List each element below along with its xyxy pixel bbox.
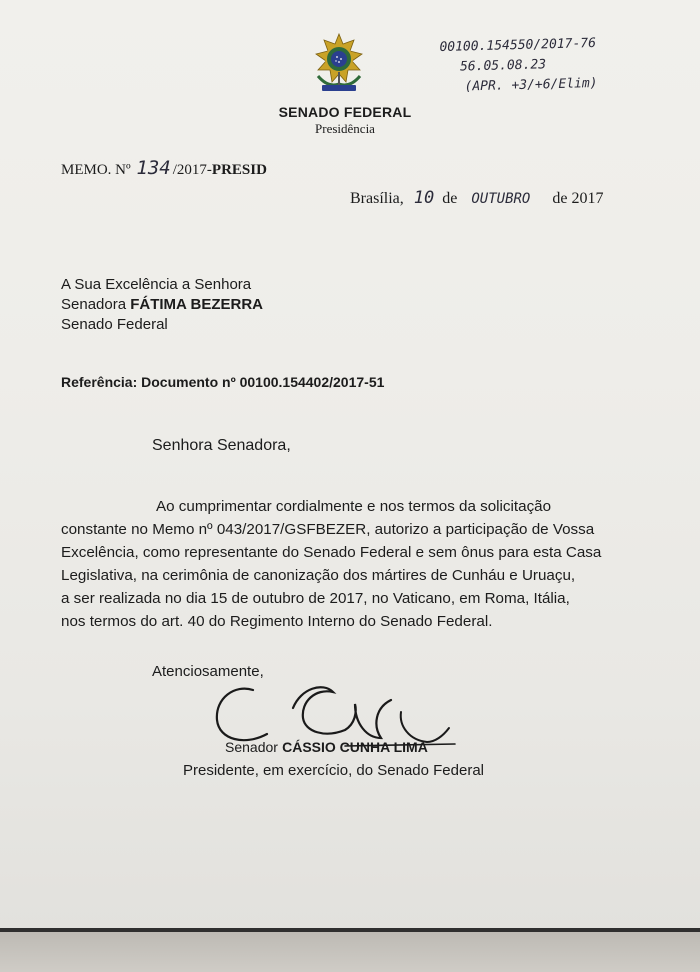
protocol-line: (APR. +3/+6/Elim) [464, 75, 598, 95]
signer-name-line [225, 739, 428, 756]
signer-prefix: Senador [225, 739, 278, 755]
body-line: Ao cumprimentar cordialmente e nos termos da solicitação [156, 498, 552, 515]
signer-name: CÁSSIO CUNHA LIMA [282, 739, 428, 755]
date-day: 10 [413, 188, 435, 208]
background-surface [0, 932, 700, 972]
addressee-line: Senado Federal [61, 316, 168, 333]
memo-body [61, 495, 636, 633]
body-line: Legislativa, na cerimônia de canonização dos mártires de Cunháu e Uruaçu, [61, 567, 576, 584]
date-de: de [442, 190, 458, 207]
addressee-line: A Sua Excelência a Senhora [61, 276, 252, 293]
body-line: a ser realizada no dia 15 de outubro de 2017, no Vaticano, em Roma, Itália, [61, 590, 570, 607]
protocol-line: 00100.154550/2017-76 [439, 35, 597, 56]
department-name: Presidência [315, 121, 375, 136]
body-line: Excelência, como representante do Senado Federal e sem ônus para esta Casa [61, 544, 602, 561]
addressee-name-line [61, 295, 263, 315]
reference-line: Referência: Documento nº 00100.154402/2017-51 [61, 374, 385, 390]
protocol-line: 56.05.08.23 [459, 57, 547, 75]
signer-title: Presidente, em exercício, do Senado Federal [183, 762, 485, 779]
addressee-block [61, 275, 263, 335]
institution-name: SENADO FEDERAL [278, 104, 412, 120]
date-line [350, 188, 603, 208]
body-line: constante no Memo nº 043/2017/GSFBEZER, autorizo a participação de Vossa [61, 521, 595, 538]
date-city: Brasília, [350, 190, 404, 207]
salutation: Senhora Senadora, [152, 437, 291, 454]
memo-number-line [61, 157, 267, 179]
body-line: nos termos do art. 40 do Regimento Interno do Senado Federal. [61, 613, 493, 630]
addressee-title: Senadora [61, 296, 127, 313]
handwritten-protocol-note [439, 34, 598, 98]
memo-number: 134 [136, 157, 171, 179]
date-month: OUTUBRO [471, 191, 531, 207]
memo-year: /2017- [172, 162, 212, 178]
closing: Atenciosamente, [152, 663, 264, 680]
memo-prefix: MEMO. Nº [61, 162, 131, 178]
date-year: de 2017 [552, 190, 604, 207]
addressee-name: FÁTIMA BEZERRA [130, 296, 264, 313]
memo-code: PRESID [211, 162, 267, 178]
coat-of-arms-icon [310, 32, 368, 96]
